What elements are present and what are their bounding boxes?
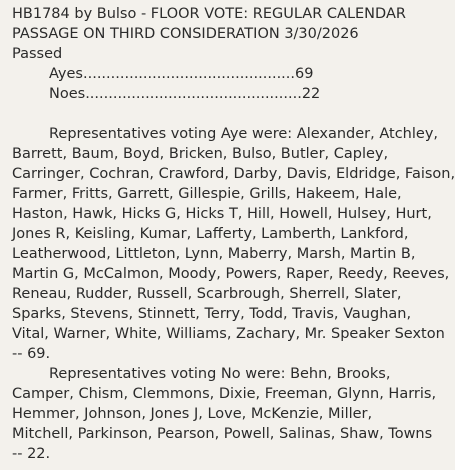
- ayes-tally: Ayes..............................................69: [49, 66, 314, 82]
- ayes-line: Sparks, Stevens, Stinnett, Terry, Todd, Travis, Vaughan,: [12, 306, 412, 322]
- ayes-line: Carringer, Cochran, Crawford, Darby, Davis, Eldridge, Faison,: [12, 166, 455, 182]
- ayes-line: Martin G, McCalmon, Moody, Powers, Raper, Reedy, Reeves,: [12, 266, 450, 282]
- ayes-line: Haston, Hawk, Hicks G, Hicks T, Hill, Howell, Hulsey, Hurt,: [12, 206, 432, 222]
- ayes-line: Leatherwood, Littleton, Lynn, Maberry, Marsh, Martin B,: [12, 246, 416, 262]
- ayes-line: Reneau, Rudder, Russell, Scarbrough, Sherrell, Slater,: [12, 286, 402, 302]
- noes-tally: Noes...............................................22: [49, 86, 321, 102]
- ayes-line: Barrett, Baum, Boyd, Bricken, Bulso, Butler, Capley,: [12, 146, 389, 162]
- ayes-line: [12, 124, 439, 144]
- noes-line-text: Representatives voting No were: Behn, Brooks,: [49, 366, 391, 382]
- bill-title-line-2: PASSAGE ON THIRD CONSIDERATION 3/30/2026: [12, 26, 359, 42]
- noes-line: Camper, Chism, Clemmons, Dixie, Freeman, Glynn, Harris,: [12, 386, 437, 402]
- ayes-line: Jones R, Keisling, Kumar, Lafferty, Lamberth, Lankford,: [12, 226, 409, 242]
- ayes-line-text: Representatives voting Aye were: Alexander, Atchley,: [49, 126, 439, 142]
- noes-line: Hemmer, Johnson, Jones J, Love, McKenzie, Miller,: [12, 406, 373, 422]
- ayes-line: Vital, Warner, White, Williams, Zachary, Mr. Speaker Sexton: [12, 326, 445, 342]
- vote-result: Passed: [12, 46, 63, 62]
- ayes-paragraph: [12, 124, 455, 364]
- noes-line: Mitchell, Parkinson, Pearson, Powell, Salinas, Shaw, Towns: [12, 426, 433, 442]
- noes-count-line: -- 22.: [12, 446, 51, 462]
- bill-title-line-1: HB1784 by Bulso - FLOOR VOTE: REGULAR CALENDAR: [12, 6, 406, 22]
- ayes-count-line: -- 69.: [12, 346, 51, 362]
- noes-line: [12, 364, 406, 384]
- spacer: [12, 104, 406, 124]
- noes-paragraph: [12, 364, 437, 464]
- ayes-line: Farmer, Fritts, Garrett, Gillespie, Grills, Hakeem, Hale,: [12, 186, 402, 202]
